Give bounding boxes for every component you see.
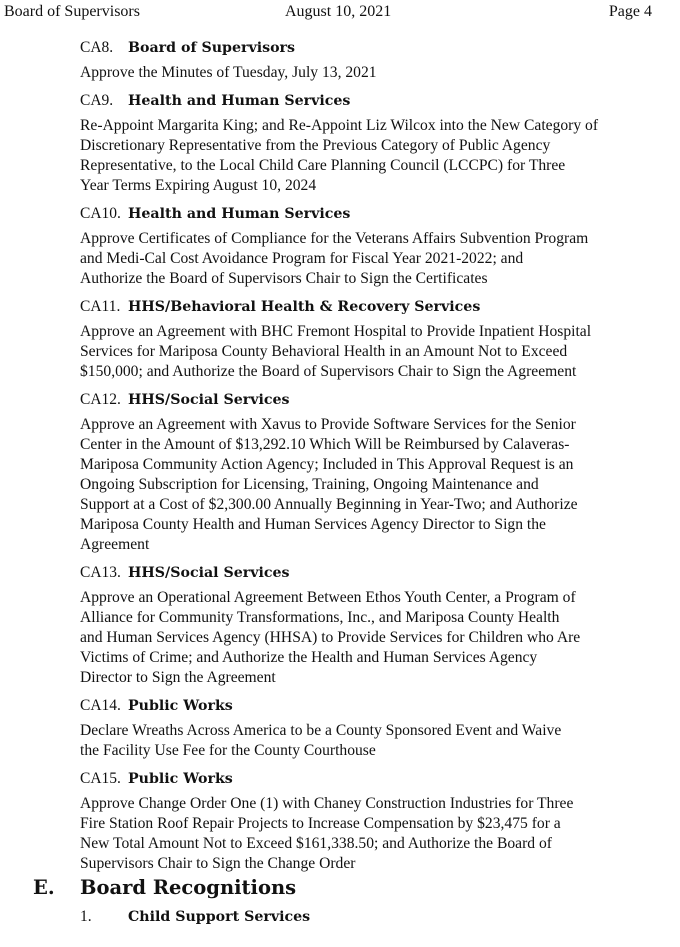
agenda-item-description: Approve Change Order One (1) with Chaney Construction Industries for Three Fire Station Roof Repair Projects to Increase Compensation by $23,475 for a New Total Amount Not to Exceed $161,338.50; and Authorize the Board of Supervisors Chair to Sign the Change Order [80, 795, 574, 872]
agenda-item [80, 204, 670, 289]
agenda-item-heading [80, 390, 670, 410]
agenda-item-number: CA8. [80, 39, 114, 56]
recognition-title: Child Support Services [128, 909, 311, 925]
agenda-item [80, 696, 670, 761]
section-title: Board Recognitions [80, 876, 297, 899]
agenda-item-description: Approve the Minutes of Tuesday, July 13, 2021 [80, 64, 377, 81]
agenda-item [80, 38, 670, 83]
agenda-item-heading [80, 91, 670, 111]
consent-agenda-items [80, 38, 670, 882]
agenda-item-number: CA12. [80, 391, 121, 408]
agenda-item-number: CA10. [80, 205, 121, 222]
agenda-item-department: Health and Human Services [128, 206, 351, 222]
agenda-item-number: CA11. [80, 298, 121, 315]
agenda-item-number: CA14. [80, 697, 121, 714]
agenda-item-department: Health and Human Services [128, 93, 351, 109]
page-header [0, 3, 680, 23]
agenda-item [80, 769, 670, 874]
agenda-item-department: Public Works [128, 771, 233, 787]
header-date: August 10, 2021 [285, 3, 392, 20]
agenda-item-heading [80, 204, 670, 224]
agenda-item [80, 297, 670, 382]
recognition-number: 1. [80, 908, 92, 925]
agenda-item-description: Re-Appoint Margarita King; and Re-Appoint Liz Wilcox into the New Category of Discretionary Representative from the Previous Category of Public Agency Representative, to the Local Child Care Planning Council (LCCPC) for Three Year Terms Expiring August 10, 2024 [80, 117, 599, 194]
agenda-item-department: HHS/Behavioral Health & Recovery Services [128, 299, 481, 315]
agenda-item-heading [80, 38, 670, 58]
agenda-item [80, 563, 670, 688]
agenda-item-description: Approve an Agreement with Xavus to Provide Software Services for the Senior Center in the Amount of $13,292.10 Which Will be Reimbursed by Calaveras- Mariposa Community Action Agency; Included in This Approval Request is an Ongoing Subscription for Licensing, Training, Ongoing Maintenance and Support at a Cost of $2,300.00 Annually Beginning in Year-Two; and Authorize Mariposa County Health and Human Services Agency Director to Sign the Agreement [80, 416, 578, 553]
agenda-item-description: Approve an Operational Agreement Between Ethos Youth Center, a Program of Alliance for Community Transformations, Inc., and Mariposa County Health and Human Services Agency (HHSA) to Provide Services for Children who Are Victims of Crime; and Authorize the Health and Human Services Agency Director to Sign the Agreement [80, 589, 581, 686]
header-body-name: Board of Supervisors [4, 3, 140, 20]
agenda-item-department: Board of Supervisors [128, 40, 296, 56]
agenda-item-department: Public Works [128, 698, 233, 714]
agenda-item-number: CA13. [80, 564, 121, 581]
agenda-item-heading [80, 297, 670, 317]
agenda-item-description: Approve an Agreement with BHC Fremont Hospital to Provide Inpatient Hospital Services for Mariposa County Behavioral Health in an Amount Not to Exceed $150,000; and Authorize the Board of Supervisors Chair to Sign the Agreement [80, 323, 592, 380]
header-page-number: Page 4 [608, 3, 652, 20]
agenda-item-number: CA9. [80, 92, 114, 109]
section-letter: E. [33, 876, 55, 899]
agenda-item-department: HHS/Social Services [128, 565, 290, 581]
agenda-item-heading [80, 696, 670, 716]
agenda-item-number: CA15. [80, 770, 121, 787]
agenda-item-description: Approve Certificates of Compliance for the Veterans Affairs Subvention Program and Medi-Cal Cost Avoidance Program for Fiscal Year 2021-2022; and Authorize the Board of Supervisors Chair to Sign the Certificates [80, 230, 589, 287]
agenda-item-heading [80, 769, 670, 789]
agenda-item-department: HHS/Social Services [128, 392, 290, 408]
agenda-item-description: Declare Wreaths Across America to be a County Sponsored Event and Waive the Facility Use Fee for the County Courthouse [80, 722, 562, 759]
agenda-item [80, 91, 670, 196]
agenda-item-heading [80, 563, 670, 583]
agenda-item [80, 390, 670, 555]
